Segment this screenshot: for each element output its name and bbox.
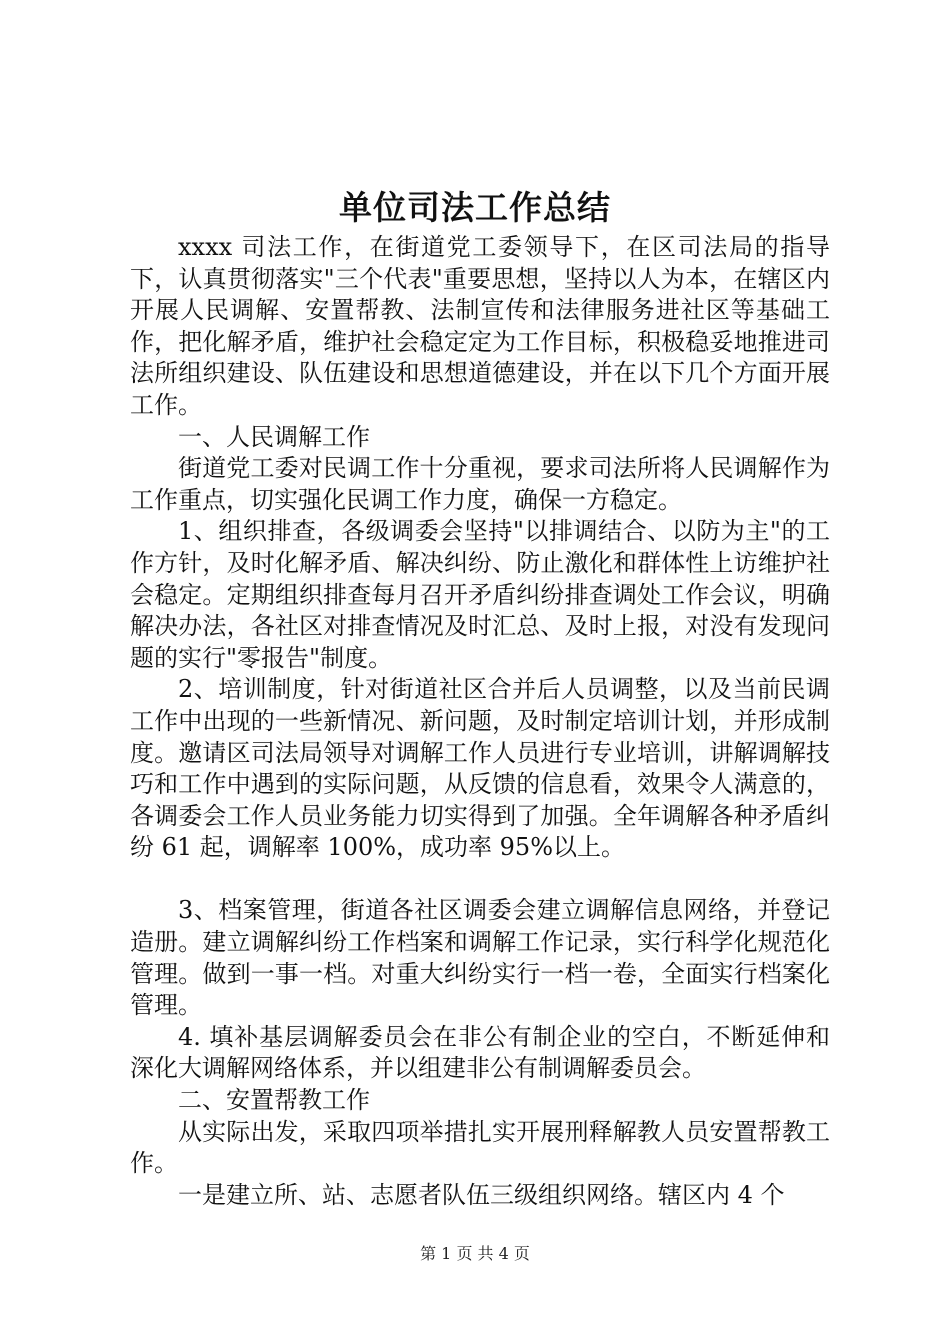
- section-heading-resettlement: 二、安置帮教工作: [178, 1086, 370, 1115]
- paragraph-spacer: [130, 864, 830, 896]
- paragraph-intro: xxxx 司法工作，在街道党工委领导下，在区司法局的指导下，认真贯彻落实"三个代表"重要思想，坚持以人为本，在辖区内开展人民调解、安置帮教、法制宣传和法律服务进社区等基础工作，把化解矛盾，维护社会稳定定为工作目标，积极稳妥地推进司法所组织建设、队伍建设和思想道德建设，并在以下几个方面开展工作。: [130, 233, 830, 419]
- paragraph-mediation-overview: 街道党工委对民调工作十分重视，要求司法所将人民调解作为工作重点，切实强化民调工作力度，确保一方稳定。: [130, 454, 830, 514]
- paragraph-resettlement-item-1: 一是建立所、站、志愿者队伍三级组织网络。辖区内 4 个: [178, 1180, 785, 1209]
- paragraph-resettlement-overview: 从实际出发，采取四项举措扎实开展刑释解教人员安置帮教工作。: [130, 1117, 830, 1178]
- paragraph-item-2: 2、培训制度，针对街道社区合并后人员调整，以及当前民调工作中出现的一些新情况、新问题，及时制定培训计划，并形成制度。邀请区司法局领导对调解工作人员进行专业培训，讲解调解技巧和工作中遇到的实际问题，从反馈的信息看，效果令人满意的，各调委会工作人员业务能力切实得到了加强。全年调解各种矛盾纠纷 61 起，调解率 100%，成功率 95%以上。: [130, 675, 830, 862]
- page-footer: 第 1 页 共 4 页: [420, 1244, 530, 1263]
- section-heading-mediation: 一、人民调解工作: [178, 422, 370, 451]
- document-body: [130, 232, 830, 1211]
- document-title: 单位司法工作总结: [339, 188, 611, 227]
- paragraph-item-3: 3、档案管理，街道各社区调委会建立调解信息网络，并登记造册。建立调解纠纷工作档案和调解工作记录，实行科学化规范化管理。做到一事一档。对重大纠纷实行一档一卷，全面实行档案化管理。: [130, 896, 830, 1020]
- paragraph-item-1: 1、组织排查，各级调委会坚持"以排调结合、以防为主"的工作方针，及时化解矛盾、解决纠纷、防止激化和群体性上访维护社会稳定。定期组织排查每月召开矛盾纠纷排查调处工作会议，明确解决办法，各社区对排查情况及时汇总、及时上报，对没有发现问题的实行"零报告"制度。: [130, 517, 830, 672]
- paragraph-item-4: 4. 填补基层调解委员会在非公有制企业的空白，不断延伸和深化大调解网络体系，并以组建非公有制调解委员会。: [130, 1022, 830, 1083]
